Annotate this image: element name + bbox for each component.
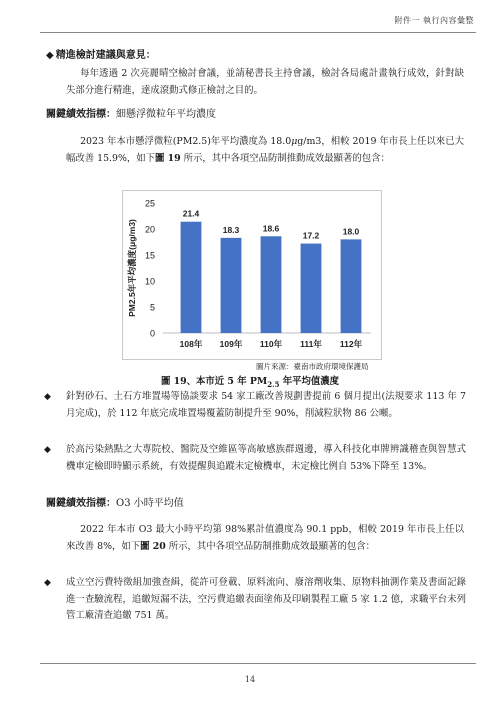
data-label: 17.2 bbox=[302, 230, 320, 241]
caption-subscript: 2.5 bbox=[267, 379, 280, 389]
y-tick-label: 0 bbox=[149, 328, 155, 339]
x-tick-label: 112年 bbox=[339, 339, 363, 349]
y-tick-label: 10 bbox=[144, 276, 155, 287]
kpi-text: O3 小時平均值 bbox=[116, 498, 184, 509]
section-body: 每年透過 2 次亮麗晴空檢討會議，並請秘書長主持會議，檢討各局處計畫執行成效，針對缺失部分進行精進，達成滾動式修正檢討之目的。 bbox=[66, 68, 464, 96]
diamond-bullet-icon: ◆ bbox=[44, 578, 51, 588]
kpi2-text-a: 2022 年本市 O3 最大小時平均第 98%累計值濃度為 90.1 ppb，相較 2019 年市長上任以來改善 8%，如下 bbox=[66, 524, 464, 552]
figure-reference: 圖 19 bbox=[155, 152, 181, 164]
diamond-icon: ◆ bbox=[46, 50, 54, 61]
figure-caption bbox=[0, 373, 500, 389]
caption-text-b: 年平均值濃度 bbox=[279, 376, 339, 387]
y-tick-label: 25 bbox=[144, 198, 155, 209]
pm25-bar-chart bbox=[123, 191, 381, 359]
running-header: 附件一 執行內容彙整 bbox=[394, 16, 474, 25]
kpi-label: 關鍵績效指標： bbox=[46, 498, 116, 509]
x-tick-label: 109年 bbox=[219, 339, 243, 349]
bullet-text: 針對砂石、土石方堆置場等協談要求 54 家工廠改善規劃書提前 6 個月提出(法規要求 113 年 7 月完成)，於 112 年底完成堆置場覆蓋防制提升至 90%，削減粒狀物 86 公噸。 bbox=[66, 391, 466, 419]
bar bbox=[341, 239, 362, 333]
kpi1-text-c: 所示，其中各項空品防制推動成效最顯著的包含： bbox=[180, 152, 390, 164]
kpi-text: 細懸浮微粒年平均濃度 bbox=[116, 109, 216, 120]
chart-frame bbox=[122, 190, 382, 360]
page-number: 14 bbox=[244, 675, 256, 684]
kpi-heading-pm25 bbox=[46, 107, 464, 124]
kpi2-text-b: 所示，其中各項空品防制推動成效最顯著的包含： bbox=[165, 540, 376, 552]
x-tick-label: 111年 bbox=[300, 339, 322, 349]
x-tick-label: 108年 bbox=[179, 339, 203, 349]
bar bbox=[181, 222, 202, 333]
y-axis-label: PM2.5年平均濃度(μg/m3) bbox=[127, 219, 137, 317]
bar bbox=[261, 236, 282, 333]
bar bbox=[221, 238, 242, 333]
data-label: 18.6 bbox=[262, 223, 280, 234]
data-label: 18.3 bbox=[222, 224, 240, 235]
y-tick-label: 5 bbox=[149, 302, 155, 313]
kpi-paragraph-o3 bbox=[66, 522, 464, 555]
section-title: 精進檢討建議與意見： bbox=[55, 50, 156, 61]
caption-text-a: 圖 19、本市近 5 年 PM bbox=[160, 376, 268, 387]
kpi-heading-o3 bbox=[46, 496, 464, 513]
y-tick-label: 20 bbox=[144, 224, 155, 235]
header-rule bbox=[40, 32, 476, 33]
bullet-item bbox=[44, 442, 466, 475]
footer-rule bbox=[40, 663, 476, 664]
figure-reference: 圖 20 bbox=[140, 540, 166, 552]
bullet-text: 於高污染熱點之大專院校、醫院及空維區等高敏感族群週邊，導入科技化車牌辨識稽查與智慧式機車定檢即時顯示系統，有效提醒與追蹤未定檢機車，未定檢比例自 53%下降至 13%。 bbox=[66, 444, 466, 472]
kpi1-text-b: g/m3，相較 2019 年市長上任以來已大幅改善 15.9%，如下 bbox=[66, 136, 464, 164]
bar bbox=[301, 244, 322, 333]
section-heading bbox=[46, 48, 464, 65]
bullet-item bbox=[44, 575, 466, 625]
y-tick-label: 15 bbox=[144, 250, 155, 261]
diamond-bullet-icon: ◆ bbox=[44, 445, 51, 455]
kpi-paragraph-pm25 bbox=[66, 134, 464, 167]
bullet-text: 成立空污費特徵組加強查緝，從許可登載、原料流向、廢溶劑收集、原物料抽測作業及書面記錄進一查驗流程，追繳短漏不法，空污費追繳表面塗佈及印刷製程工廠 5 家 1.2 億，求職平台未列管工廠清查追繳 751 萬。 bbox=[66, 577, 466, 621]
bullet-item bbox=[44, 389, 466, 422]
kpi-label: 關鍵績效指標： bbox=[46, 109, 116, 120]
diamond-bullet-icon: ◆ bbox=[44, 392, 51, 402]
figure-source: 圖片來源：臺南市政府環境保護局 bbox=[256, 362, 369, 371]
kpi1-unit: μ bbox=[291, 136, 298, 147]
kpi1-text-a: 2023 年本市懸浮微粒(PM2.5)年平均濃度為 18.0 bbox=[80, 136, 292, 147]
data-label: 21.4 bbox=[182, 208, 200, 219]
x-tick-label: 110年 bbox=[259, 339, 283, 349]
data-label: 18.0 bbox=[342, 226, 360, 237]
